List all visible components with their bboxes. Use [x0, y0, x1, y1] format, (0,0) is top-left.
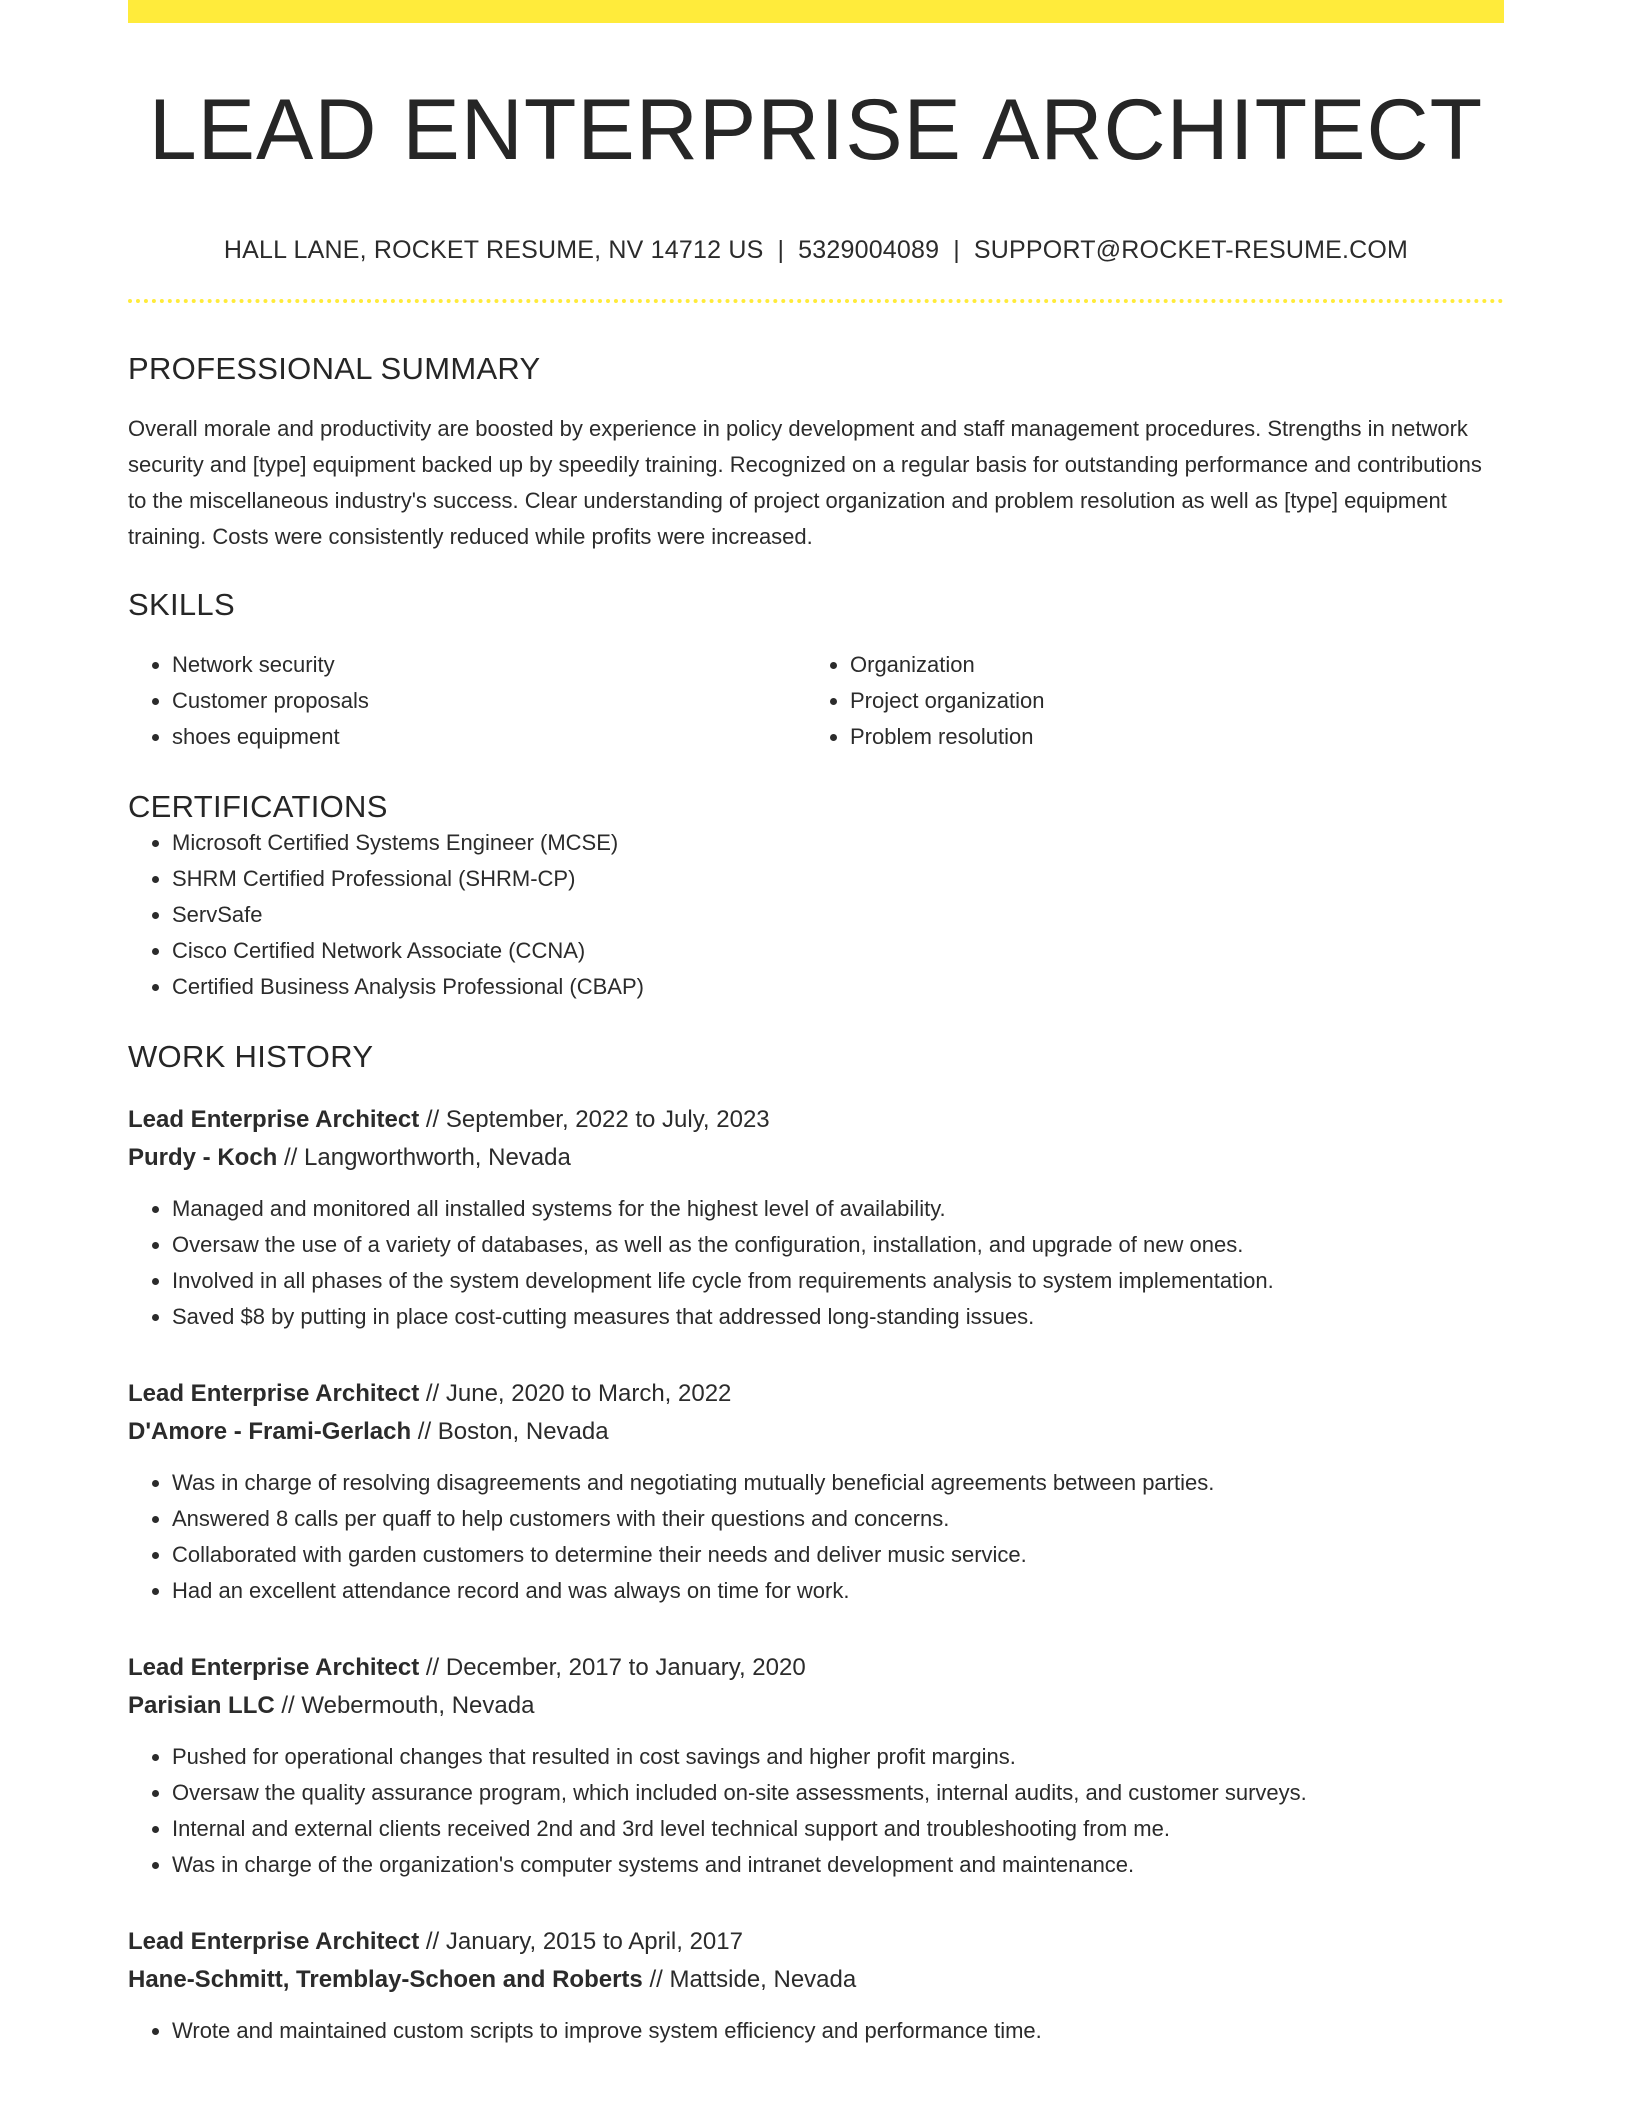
certification-item: • Certified Business Analysis Professional (CBAP) — [172, 969, 1504, 1005]
certification-item: • Cisco Certified Network Associate (CCNA) — [172, 933, 1504, 969]
job-duty: • Involved in all phases of the system development life cycle from requirements analysis to system implementation. — [172, 1263, 1504, 1299]
certifications-list — [128, 825, 1504, 1005]
job-title: Lead Enterprise Architect — [128, 1379, 420, 1407]
job-title-line — [128, 1649, 1504, 1687]
work-history-heading: WORK HISTORY — [128, 1038, 374, 1074]
job-location: // Langworthworth, Nevada — [284, 1143, 571, 1171]
job-title: Lead Enterprise Architect — [128, 1105, 420, 1133]
job-company-line — [128, 1139, 1504, 1177]
certification-item: • Microsoft Certified Systems Engineer (MCSE) — [172, 825, 1504, 861]
job-entry — [128, 1101, 1504, 1335]
job-duty: • Saved $8 by putting in place cost-cutting measures that addressed long-standing issues. — [172, 1299, 1504, 1335]
job-title-line — [128, 1101, 1504, 1139]
job-duties — [128, 1191, 1504, 1335]
summary-heading: PROFESSIONAL SUMMARY — [128, 350, 541, 386]
job-company-line — [128, 1413, 1504, 1451]
job-duty: • Oversaw the use of a variety of databases, as well as the configuration, installation, and upgrade of new ones. — [172, 1227, 1504, 1263]
resume-title: LEAD ENTERPRISE ARCHITECT — [148, 82, 1484, 178]
job-duty: • Managed and monitored all installed systems for the highest level of availability. — [172, 1191, 1504, 1227]
job-company: Hane-Schmitt, Tremblay-Schoen and Roberts — [128, 1965, 643, 1993]
summary-text: Overall morale and productivity are boosted by experience in policy development and staff management procedures. Strengths in network security and [type] equipment backed up by speedily training. Recognized on a regular basis for outstanding performance and contributions to the miscellaneous industry's success. Clear understanding of project organization and problem resolution as well as [type] equipment training. Costs were consistently reduced while profits were increased. — [128, 415, 1482, 549]
job-entry — [128, 1375, 1504, 1609]
skill-item: • Network security — [172, 647, 806, 683]
job-dates: // January, 2015 to April, 2017 — [425, 1927, 743, 1955]
job-dates: // June, 2020 to March, 2022 — [425, 1379, 732, 1407]
job-location: // Boston, Nevada — [417, 1417, 609, 1445]
job-duty: • Pushed for operational changes that resulted in cost savings and higher profit margins. — [172, 1739, 1504, 1775]
job-duty: • Was in charge of the organization's computer systems and intranet development and maintenance. — [172, 1847, 1504, 1883]
contact-separator: | — [953, 235, 960, 264]
job-title: Lead Enterprise Architect — [128, 1927, 420, 1955]
skills-column-left — [128, 647, 806, 755]
certifications-heading: CERTIFICATIONS — [128, 788, 388, 824]
job-duty: • Oversaw the quality assurance program, which included on-site assessments, internal audits, and customer surveys. — [172, 1775, 1504, 1811]
job-duties — [128, 1739, 1504, 1883]
job-company-line — [128, 1961, 1504, 1999]
job-company: D'Amore - Frami-Gerlach — [128, 1417, 412, 1445]
contact-separator: | — [777, 235, 785, 264]
contact-address: HALL LANE, ROCKET RESUME, NV 14712 US — [223, 235, 764, 264]
job-entry — [128, 1923, 1504, 2049]
job-duty: • Wrote and maintained custom scripts to improve system efficiency and performance time. — [172, 2013, 1504, 2049]
job-location: // Webermouth, Nevada — [281, 1691, 535, 1719]
certification-item: • SHRM Certified Professional (SHRM-CP) — [172, 861, 1504, 897]
job-dates: // December, 2017 to January, 2020 — [425, 1653, 806, 1681]
job-title-line — [128, 1375, 1504, 1413]
skill-item: • Project organization — [850, 683, 1484, 719]
skill-item: • shoes equipment — [172, 719, 806, 755]
job-duty: • Internal and external clients received 2nd and 3rd level technical support and troubleshooting from me. — [172, 1811, 1504, 1847]
contact-line — [128, 236, 1504, 265]
resume-page — [128, 0, 1504, 2049]
job-duties — [128, 1465, 1504, 1609]
skills-column-right — [806, 647, 1484, 755]
job-company: Parisian LLC — [128, 1691, 275, 1719]
job-duty: • Had an excellent attendance record and was always on time for work. — [172, 1573, 1504, 1609]
job-title: Lead Enterprise Architect — [128, 1653, 420, 1681]
contact-phone: 5329004089 — [798, 235, 940, 264]
job-duty: • Was in charge of resolving disagreements and negotiating mutually beneficial agreements between parties. — [172, 1465, 1504, 1501]
header-divider — [128, 299, 1504, 303]
job-company-line — [128, 1687, 1504, 1725]
skill-item: • Customer proposals — [172, 683, 806, 719]
skills-heading: SKILLS — [128, 586, 235, 622]
job-title-line — [128, 1923, 1504, 1961]
accent-bar — [128, 0, 1504, 23]
skill-item: • Organization — [850, 647, 1484, 683]
job-dates: // September, 2022 to July, 2023 — [425, 1105, 770, 1133]
job-company: Purdy - Koch — [128, 1143, 278, 1171]
job-duties — [128, 2013, 1504, 2049]
job-duty: • Collaborated with garden customers to determine their needs and deliver music service. — [172, 1537, 1504, 1573]
job-entry — [128, 1649, 1504, 1883]
skills-grid — [128, 647, 1504, 755]
contact-email: SUPPORT@ROCKET-RESUME.COM — [973, 235, 1409, 264]
certification-item: • ServSafe — [172, 897, 1504, 933]
job-location: // Mattside, Nevada — [649, 1965, 857, 1993]
job-duty: • Answered 8 calls per quaff to help customers with their questions and concerns. — [172, 1501, 1504, 1537]
skill-item: • Problem resolution — [850, 719, 1484, 755]
